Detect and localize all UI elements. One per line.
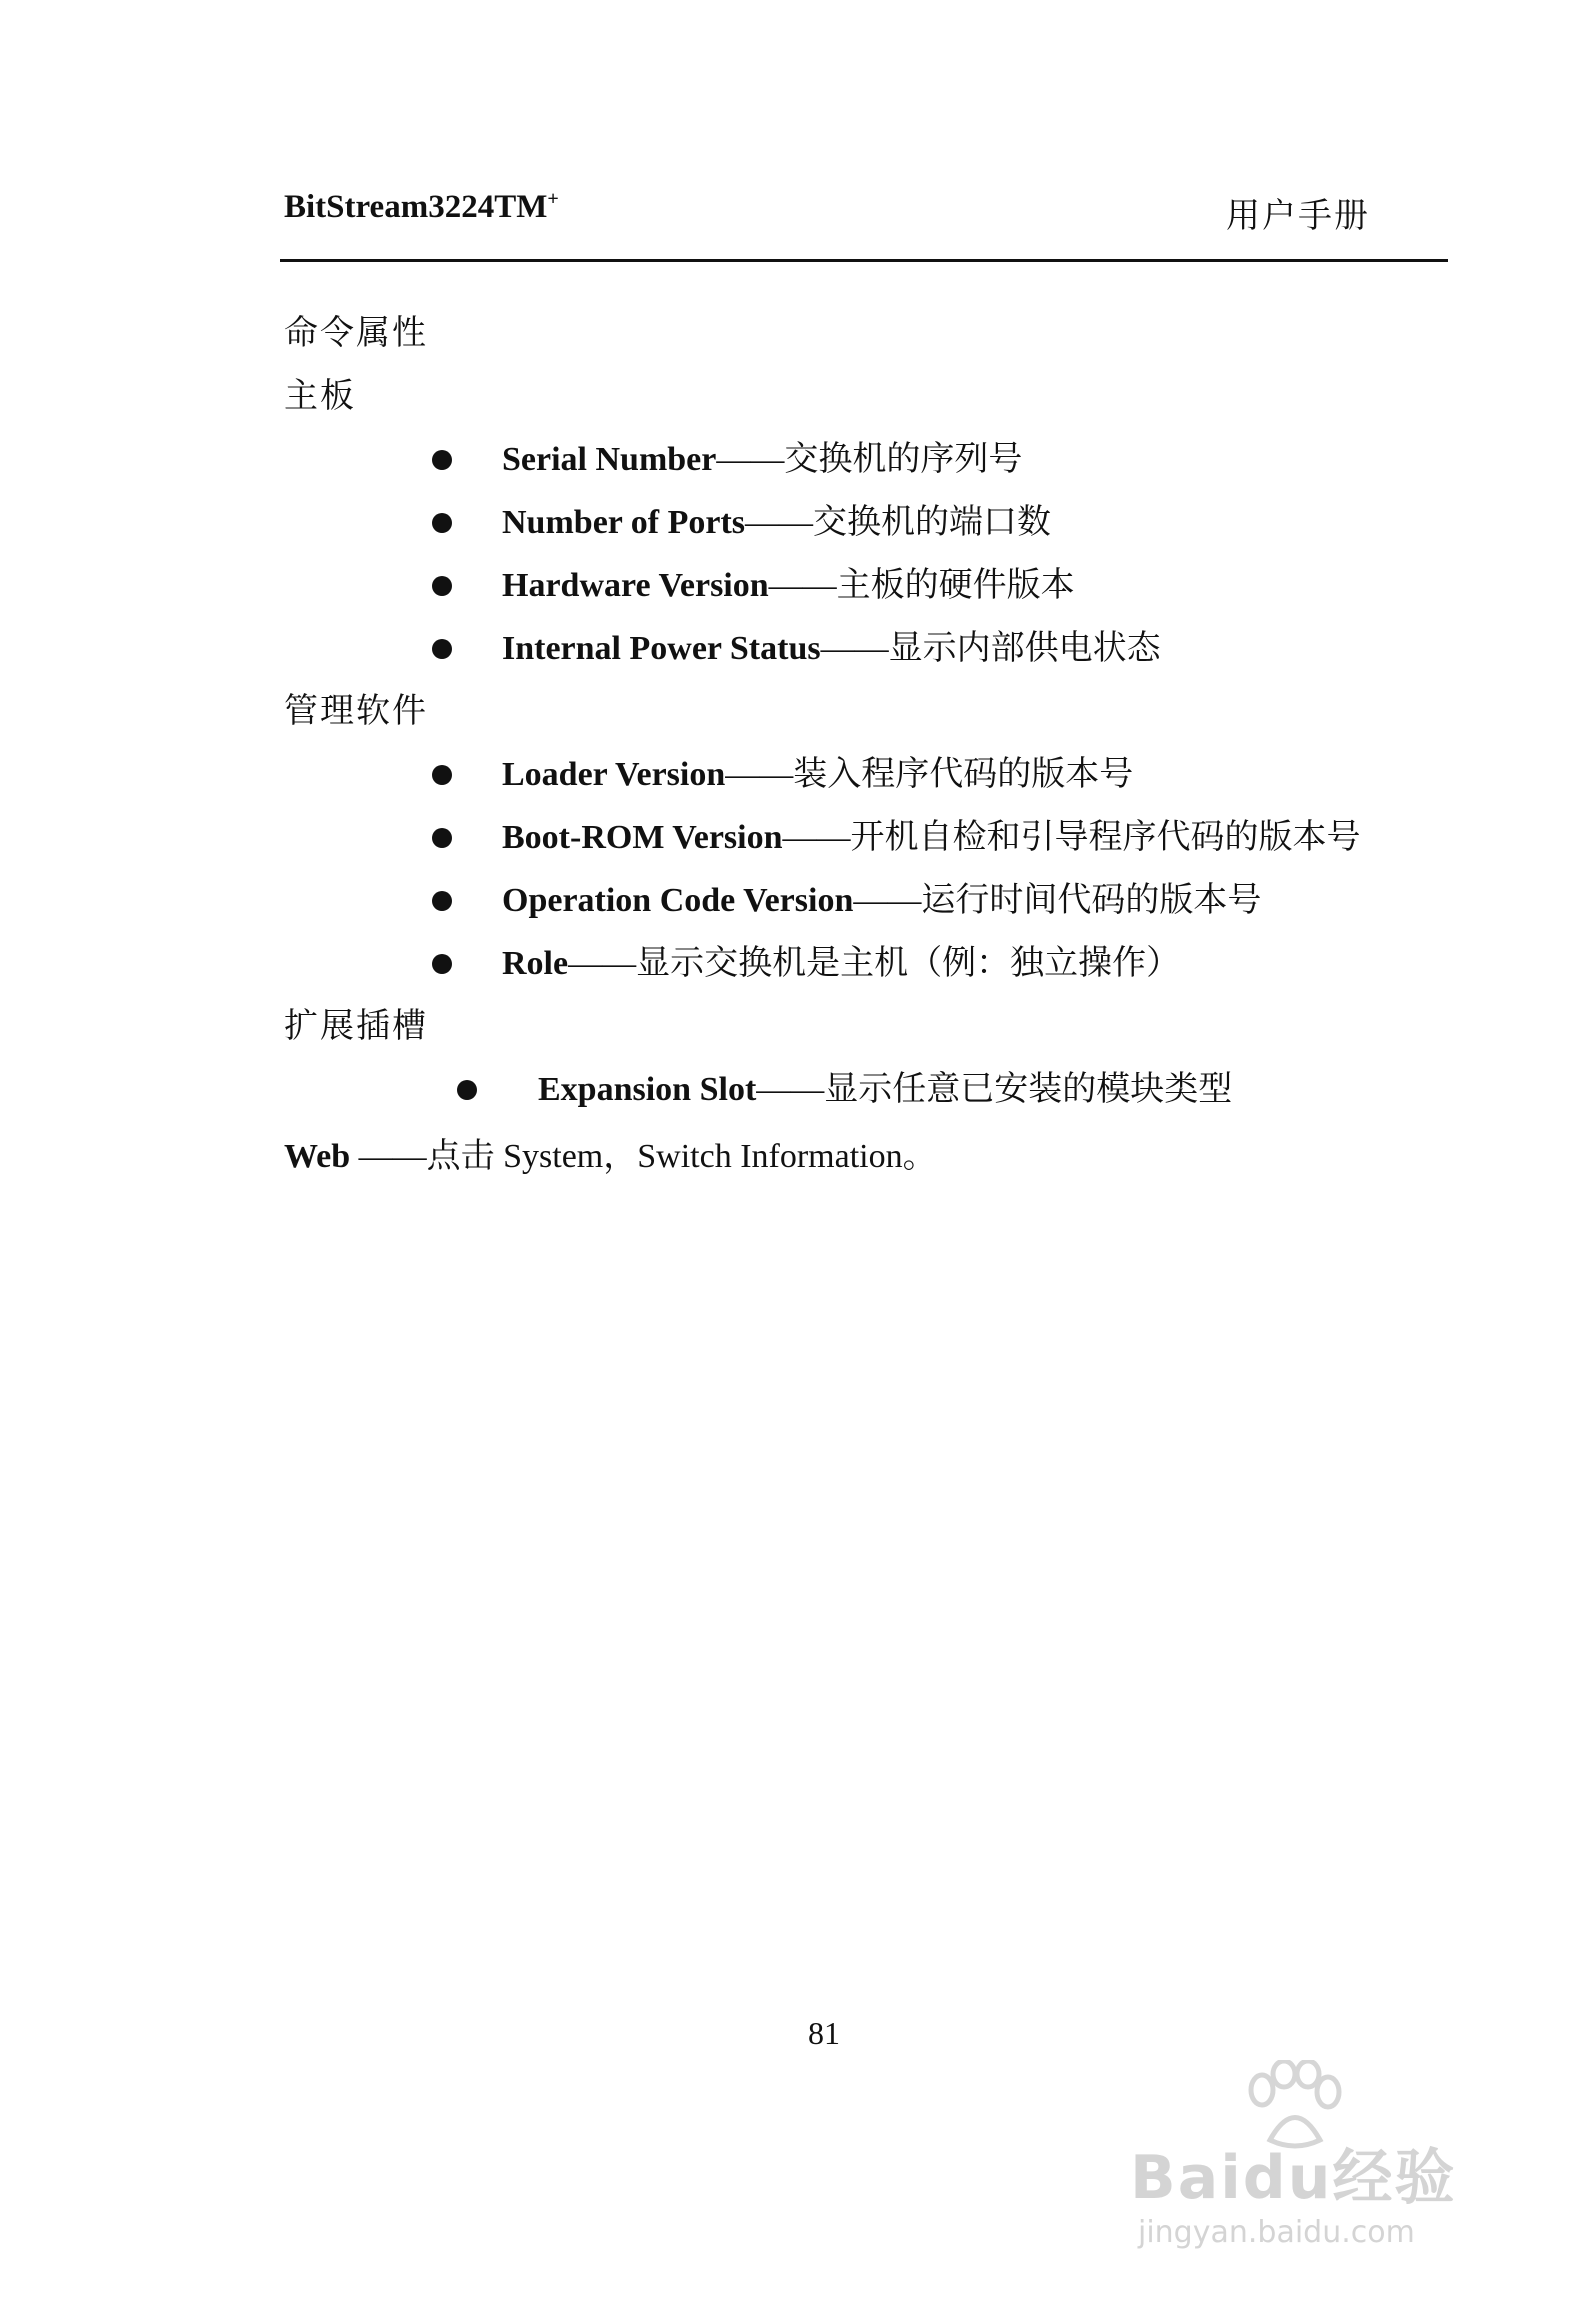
list-item-loader-version — [502, 753, 1133, 797]
list-item-internal-power-status — [502, 627, 1161, 671]
section-heading-command-attributes: 命令属性 — [284, 315, 428, 352]
web-instruction — [284, 1135, 937, 1179]
item-description: ——显示交换机是主机（例：独立操作） — [568, 945, 1181, 982]
list-item-hardware-version — [502, 564, 1075, 608]
title-superscript: + — [547, 188, 559, 210]
list-item-role — [502, 942, 1180, 986]
item-description: ——交换机的端口数 — [745, 504, 1051, 541]
page-number: 81 — [808, 2015, 840, 2051]
item-term: Loader Version — [502, 756, 726, 793]
bullet-dot — [432, 954, 452, 974]
bullet-dot — [432, 765, 452, 785]
web-instruction-text: ——点击 System，Switch Information。 — [350, 1138, 937, 1175]
item-term: Internal Power Status — [502, 630, 821, 667]
bullet-dot — [432, 576, 452, 596]
watermark-url: jingyan.baidu.com — [1138, 2215, 1415, 2250]
item-description: ——运行时间代码的版本号 — [853, 882, 1262, 919]
web-label: Web — [284, 1138, 351, 1175]
bullet-dot — [432, 891, 452, 911]
section-heading-expansion-slot: 扩展插槽 — [284, 1008, 428, 1045]
list-item-number-of-ports — [502, 501, 1051, 545]
item-term: Operation Code Version — [502, 882, 854, 919]
item-term: Hardware Version — [502, 567, 769, 604]
item-term: Expansion Slot — [538, 1071, 757, 1108]
page-header — [284, 188, 1370, 238]
item-term: Boot-ROM Version — [502, 819, 783, 856]
item-description: ——显示任意已安装的模块类型 — [756, 1071, 1233, 1108]
bullet-dot — [432, 828, 452, 848]
header-divider — [280, 259, 1448, 262]
watermark-brand: Baidu经验 — [1130, 2143, 1457, 2213]
manual-label: 用户手册 — [1226, 198, 1370, 235]
item-description: ——主板的硬件版本 — [768, 567, 1075, 604]
section-heading-management-software: 管理软件 — [284, 693, 428, 730]
document-title: BitStream3224TM+ — [284, 188, 559, 225]
bullet-dot — [457, 1080, 477, 1100]
section-heading-mainboard: 主板 — [284, 378, 356, 415]
item-term: Number of Ports — [502, 504, 745, 541]
bullet-dot — [432, 450, 452, 470]
item-term: Serial Number — [502, 441, 717, 478]
baidu-watermark — [1130, 2060, 1490, 2260]
list-item-boot-rom-version — [502, 816, 1361, 860]
list-item-serial-number — [502, 438, 1022, 482]
item-description: ——显示内部供电状态 — [820, 630, 1161, 667]
item-term: Role — [502, 945, 569, 982]
list-item-expansion-slot — [538, 1068, 1232, 1112]
item-description: ——交换机的序列号 — [716, 441, 1023, 478]
bullet-dot — [432, 513, 452, 533]
bullet-dot — [432, 639, 452, 659]
item-description: ——开机自检和引导程序代码的版本号 — [782, 819, 1361, 856]
item-description: ——装入程序代码的版本号 — [725, 756, 1134, 793]
list-item-operation-code-version — [502, 879, 1261, 923]
